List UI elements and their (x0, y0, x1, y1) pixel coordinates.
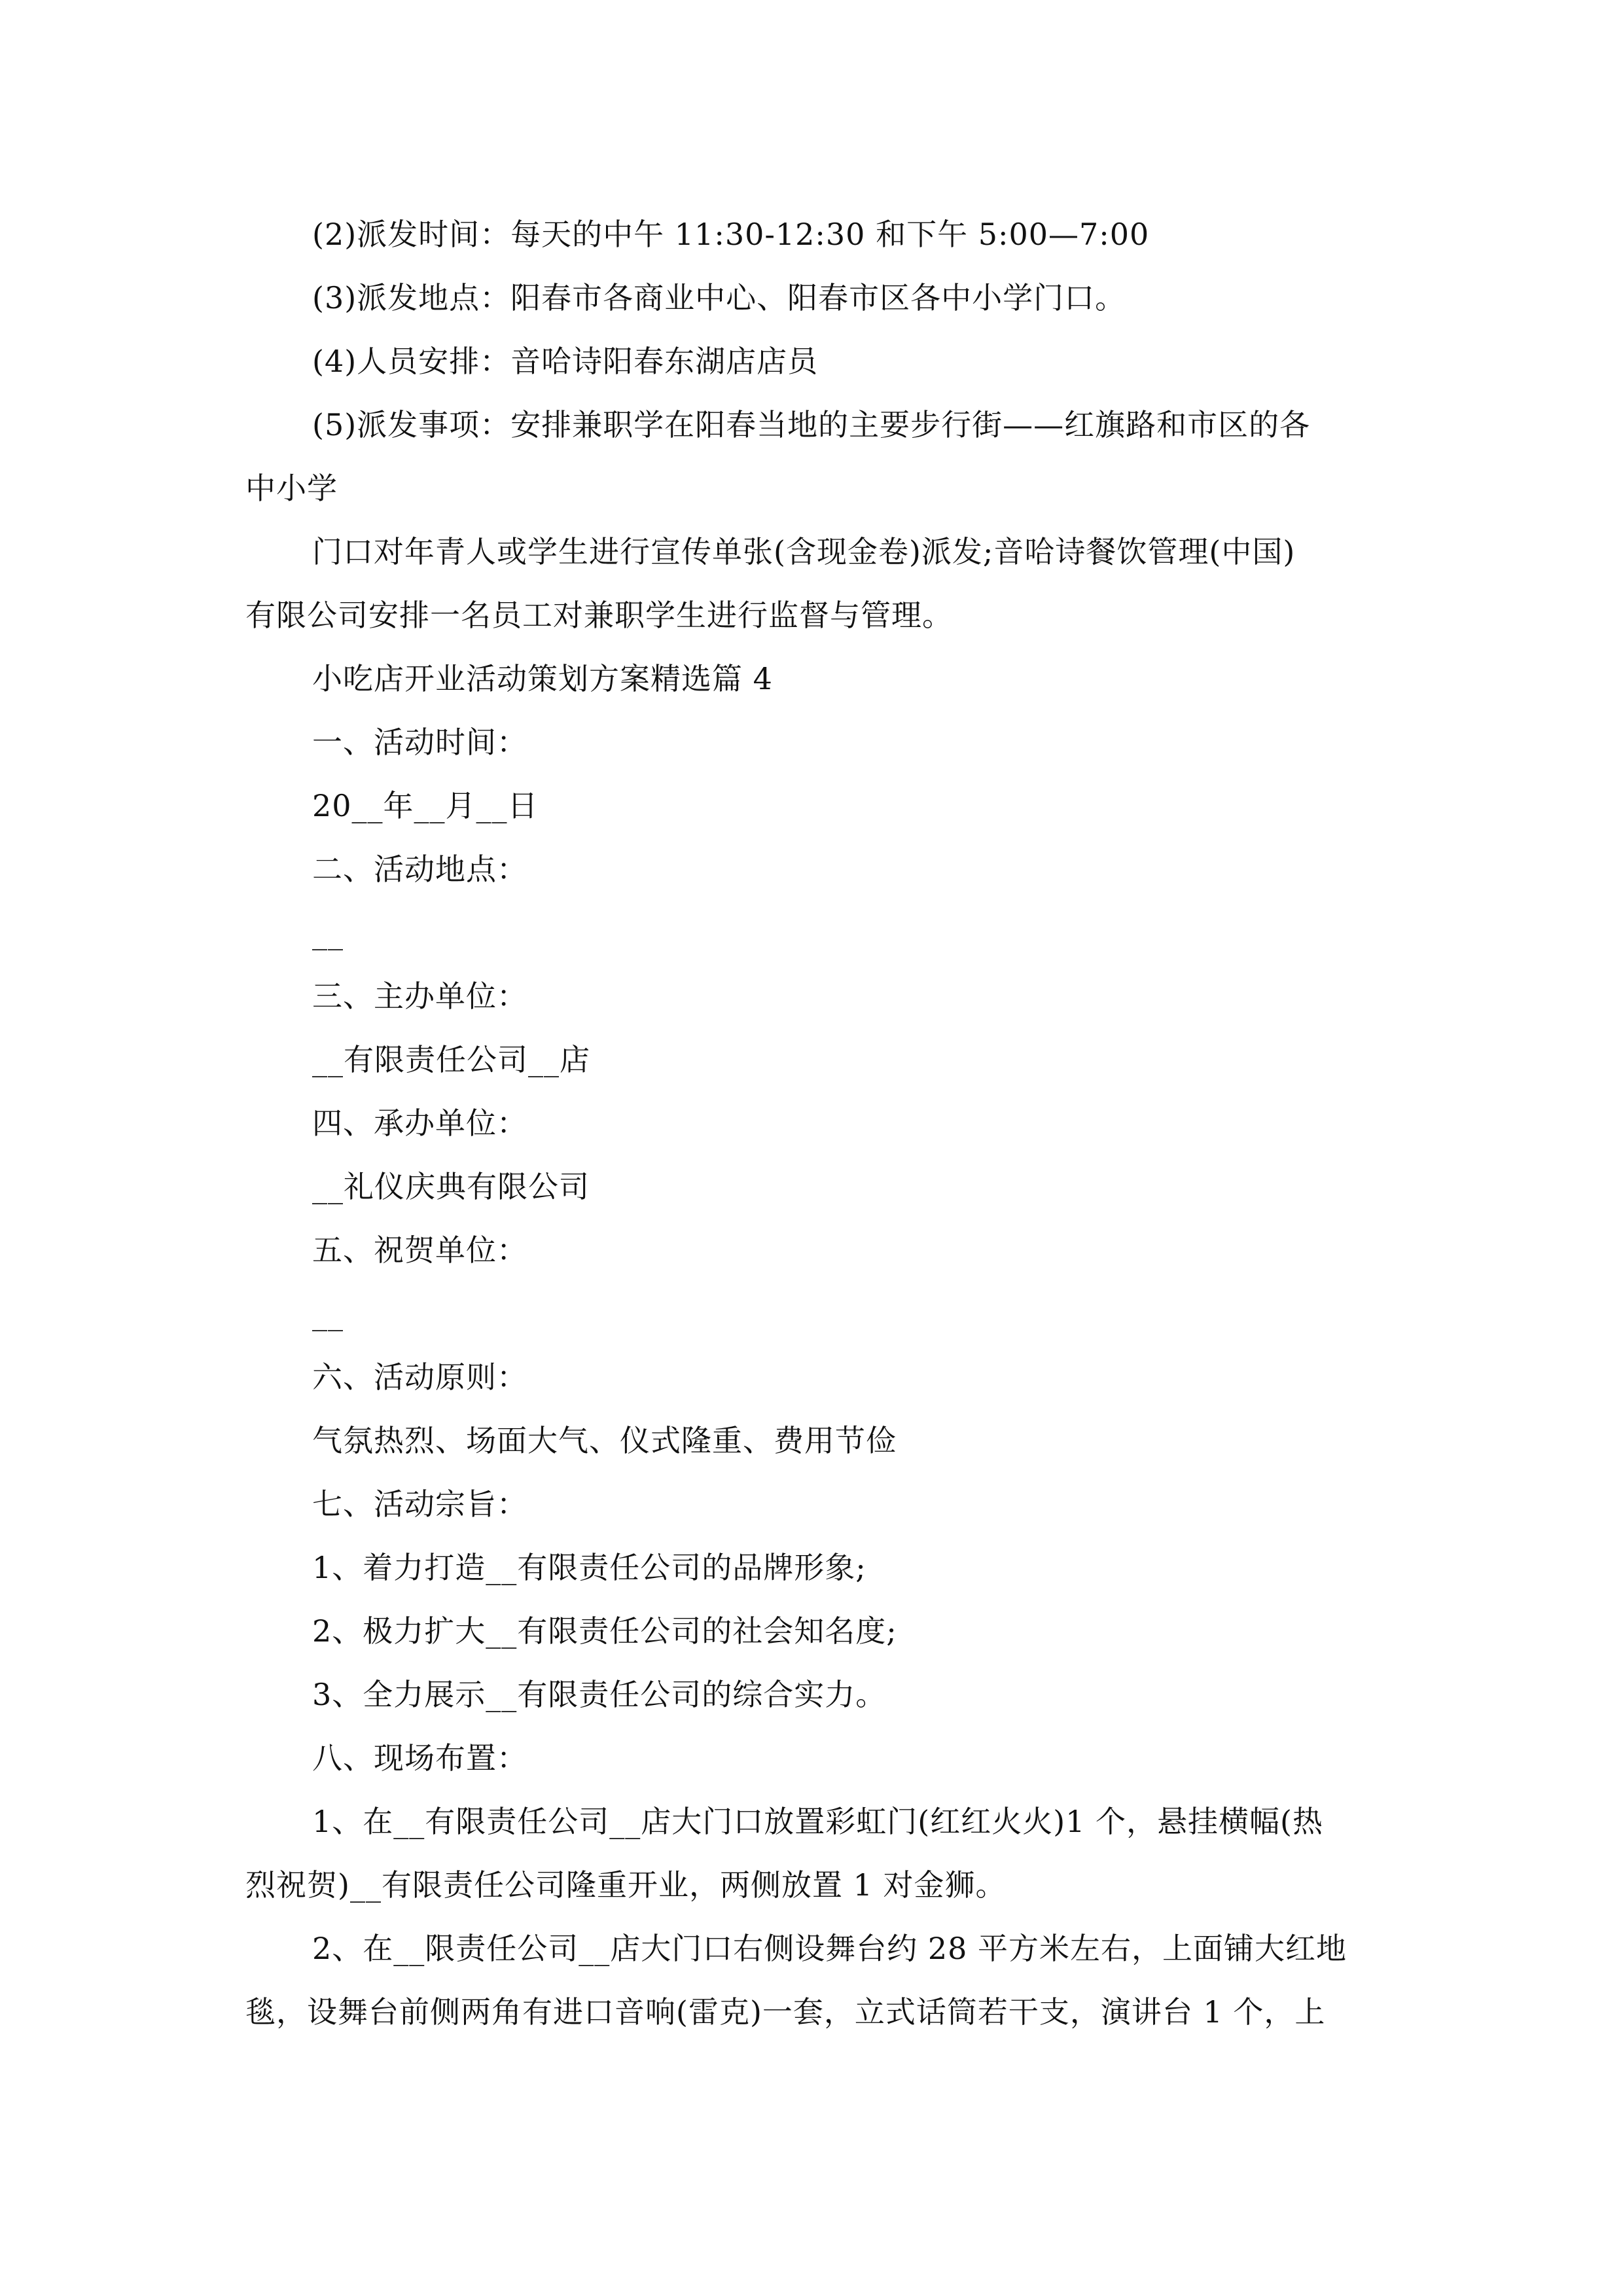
heading-principles: 六、活动原则： (312, 1359, 527, 1395)
text-line-host: __礼仪庆典有限公司 (312, 1169, 590, 1204)
heading-organizer: 三、主办单位： (312, 978, 527, 1014)
text-line-location-blank: __ (312, 915, 344, 950)
text-line-purpose-1: 1、着力打造__有限责任公司的品牌形象; (312, 1550, 866, 1585)
section-title: 小吃店开业活动策划方案精选篇 4 (312, 661, 773, 696)
text-line-congratulating-blank: __ (312, 1296, 344, 1331)
text-line-dispatch-matters-cont: 中小学 (245, 471, 338, 506)
text-line-principles: 气氛热烈、场面大气、仪式隆重、费用节俭 (312, 1423, 897, 1458)
text-line-dispatch-time: (2)派发时间：每天的中午 11:30-12:30 和下午 5:00—7:00 (312, 217, 1150, 252)
text-line-setup-2-cont: 毯，设舞台前侧两角有进口音响(雷克)一套，立式话筒若干支，演讲台 1 个，上 (245, 1994, 1326, 2030)
heading-venue-setup: 八、现场布置： (312, 1740, 527, 1776)
text-line-purpose-3: 3、全力展示__有限责任公司的综合实力。 (312, 1677, 887, 1712)
text-line-dispatch-matters: (5)派发事项：安排兼职学在阳春当地的主要步行街——红旗路和市区的各 (312, 407, 1311, 442)
document-body (245, 203, 1381, 2044)
text-line-date: 20__年__月__日 (312, 788, 539, 823)
text-line-flyer-dispatch-cont: 有限公司安排一名员工对兼职学生进行监督与管理。 (245, 598, 953, 633)
heading-purpose: 七、活动宗旨： (312, 1486, 527, 1522)
text-line-purpose-2: 2、极力扩大__有限责任公司的社会知名度; (312, 1613, 897, 1649)
text-line-dispatch-location: (3)派发地点：阳春市各商业中心、阳春市区各中小学门口。 (312, 280, 1126, 315)
text-line-flyer-dispatch: 门口对年青人或学生进行宣传单张(含现金卷)派发;音哈诗餐饮管理(中国) (312, 534, 1296, 569)
text-line-setup-1: 1、在__有限责任公司__店大门口放置彩虹门(红红火火)1 个，悬挂横幅(热 (312, 1804, 1323, 1839)
text-line-setup-1-cont: 烈祝贺)__有限责任公司隆重开业，两侧放置 1 对金狮。 (245, 1867, 1007, 1903)
text-line-setup-2: 2、在__限责任公司__店大门口右侧设舞台约 28 平方米左右，上面铺大红地 (312, 1931, 1347, 1966)
heading-congratulating-units: 五、祝贺单位： (312, 1232, 527, 1268)
text-line-staffing: (4)人员安排：音哈诗阳春东湖店店员 (312, 344, 819, 379)
heading-activity-location: 二、活动地点： (312, 852, 527, 887)
text-line-organizer: __有限责任公司__店 (312, 1042, 590, 1077)
heading-host: 四、承办单位： (312, 1105, 527, 1141)
heading-activity-time: 一、活动时间： (312, 725, 527, 760)
